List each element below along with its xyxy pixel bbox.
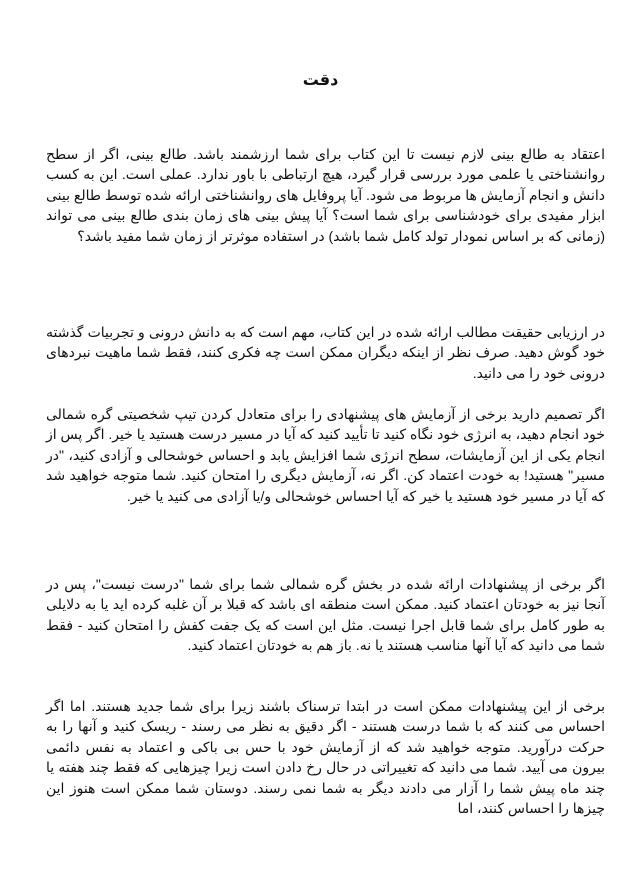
page-title: دقت [302, 72, 339, 89]
paragraph-2: در ارزیابی حقیقت مطالب ارائه شده در این کتاب، مهم است که به دانش درونی و تجربیات گذشته خود گوش دهید. صرف نظر از اینکه دیگران ممکن است چه فکری کنند، فقط شما ماهیت نبردهای درونی خود را می دانید. [46, 324, 605, 381]
paragraph-3: اگر تصمیم دارید برخی از آزمایش های پیشنهادی را برای متعادل کردن تیپ شخصیتی گره شمالی خود انجام دهید، به انرژی خود نگاه کنید تا تأیید کنید که آیا در مسیر درست هستید یا خیر. اگر پس از انجام یکی از این آزمایشات، سطح انرژی شما افزایش یابد و احساس خوشحالی و آزادی کنید، "در مسیر" هستید! به خودت اعتماد کن. اگر نه، آزمایش دیگری را امتحان کنید. شما متوجه خواهید شد که آیا در مسیر خود هستید یا خیر که آیا احساس خوشحالی و/یا آزادی می کنید یا خیر. [46, 406, 605, 504]
paragraph-4: اگر برخی از پیشنهادات ارائه شده در بخش گره شمالی شما برای شما "درست نیست"، پس در آنجا نیز به خودتان اعتماد کنید. ممکن است منطقه ای باشد که قبلا بر آن غلبه کرده اید یا به دلایلی به طور کامل برای شما قابل اجرا نیست. مثل این است که یک جفت کفش را امتحان کنید - فقط شما می دانید که آیا آنها مناسب هستند یا نه. باز هم به خودتان اعتماد کنید. [46, 576, 605, 654]
paragraph-5: برخی از این پیشنهادات ممکن است در ابتدا ترسناک باشند زیرا برای شما جدید هستند. اما اگر احساس می کنند که با شما درست هستند - اگر دقیق به نظر می رسند - ریسک کنید و آنها را به حرکت درآورید. متوجه خواهید شد که از آزمایش خود با حس بی باکی و اعتماد به نفس دائمی بیرون می آیید. شما می دانید که تغییراتی در حال رخ دادن است زیرا چیزهایی که فقط چند هفته یا چند ماه پیش شما را آزار می دادند دیگر به شما نمی رسند. دوستان شما ممکن است هنوز این چیزها را احساس کنند، اما [46, 698, 605, 817]
paragraph-1: اعتقاد به طالع بینی لازم نیست تا این کتاب برای شما ارزشمند باشد. طالع بینی، اگر از سطح روانشناختی یا علمی مورد بررسی قرار گیرد، هیچ ارتباطی با باور ندارد. عملی است. این به کسب دانش و انجام آزمایش ها مربوط می شود. آیا پروفایل های روانشناختی ارائه شده توسط طالع بینی ابزار مفیدی برای خودشناسی برای شما است؟ آیا پیش بینی های زمان بندی طالع بینی می تواند (زمانی که بر اساس نمودار تولد کامل شما باشد) در استفاده موثرتر از زمان شما مفید باشد؟ [46, 146, 605, 244]
